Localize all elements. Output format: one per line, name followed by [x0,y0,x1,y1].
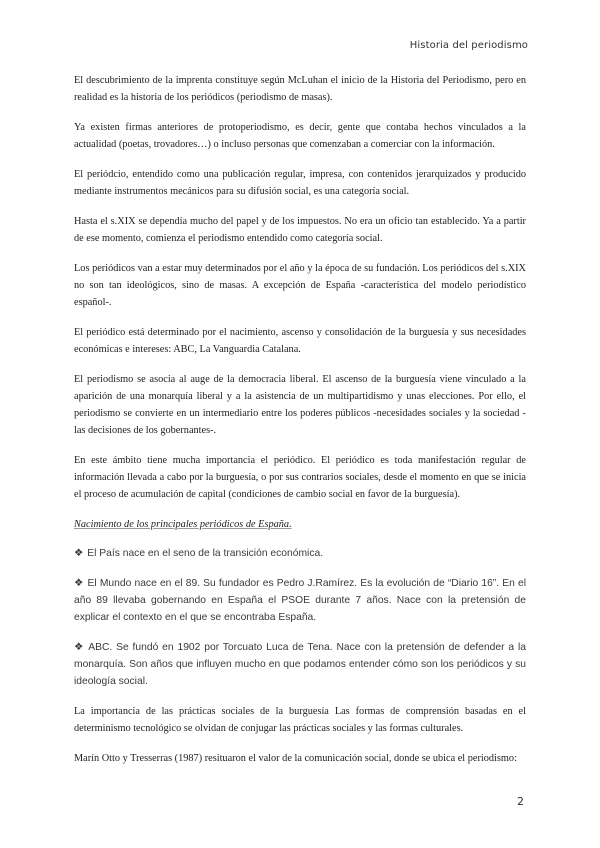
paragraph: El periodismo se asocia al auge de la democracia liberal. El ascenso de la burguesía viene vinculado a la aparición de una monarquía liberal y a la asistencia de un multipartidismo y unas elecciones. Por ello, el periodismo se convierte en un intermediario entre los poderes públicos -necesidades sociales y la sociedad -las decisiones de los gobernantes-. [74,374,526,436]
diamond-bullet-icon: ❖ [74,578,84,589]
page-number: 2 [517,795,524,808]
page-body [74,72,526,780]
paragraph: El descubrimiento de la imprenta constituye según McLuhan el inicio de la Historia del Periodismo, pero en realidad es la historia de los periódicos (periodismo de masas). [74,75,526,103]
bullet-item [74,545,526,562]
bullet-item [74,639,526,690]
paragraph: La importancia de las prácticas sociales de la burguesía Las formas de comprensión basadas en el determinismo tecnológico se olvidan de conjugar las prácticas sociales y las formas culturales. [74,706,526,734]
paragraph: Ya existen firmas anteriores de protoperiodismo, es decir, gente que contaba hechos vinculados a la actualidad (poetas, trovadores…) o incluso personas que comenzaban a comerciar con la información. [74,122,526,150]
bullet-text: ABC. Se fundó en 1902 por Torcuato Luca de Tena. Nace con la pretensión de defender a la monarquía. Son años que influyen mucho en que podamos entender cómo son los periódicos y su ideología social. [74,642,527,687]
section-heading: Nacimiento de los principales periódicos de España. [74,519,292,530]
paragraph: Los periódicos van a estar muy determinados por el año y la época de su fundación. Los periódicos del s.XIX no son tan ideológicos, sino de masas. A excepción de España -característica del modelo periodístico español-. [74,263,526,308]
paragraph: Hasta el s.XIX se dependía mucho del papel y de los impuestos. No era un oficio tan establecido. Ya a partir de ese momento, comienza el periodismo entendido como categoría social. [74,216,526,244]
bullet-item [74,575,526,626]
diamond-bullet-icon: ❖ [74,548,84,559]
running-header: Historia del periodismo [409,40,528,51]
paragraph: Marín Otto y Tresserras (1987) resituaron el valor de la comunicación social, donde se ubica el periodismo: [74,753,517,764]
paragraph: En este ámbito tiene mucha importancia el periódico. El periódico es toda manifestación regular de información llevada a cabo por la burguesía, o por sus contrarios sociales, desde el momento en que se inicia el proceso de acumulación de capital (condiciones de cambio social en favor de la burguesía). [74,455,526,500]
bullet-text: El País nace en el seno de la transición económica. [87,548,324,559]
diamond-bullet-icon: ❖ [74,642,85,653]
bullet-text: El Mundo nace en el 89. Su fundador es Pedro J.Ramírez. Es la evolución de “Diario 16”. En el año 89 llevaba gobernando en España el PSOE durante 7 años. Nace con la pretensión de explicar el contexto en el que se encontraba España. [74,578,527,623]
paragraph: El periódcio, entendido como una publicación regular, impresa, con contenidos jerarquizados y producido mediante instrumentos mecánicos para su difusión social, es una categoría social. [74,169,526,197]
paragraph: El periódico está determinado por el nacimiento, ascenso y consolidación de la burguesía y sus necesidades económicas e intereses: ABC, La Vanguardia Catalana. [74,327,526,355]
